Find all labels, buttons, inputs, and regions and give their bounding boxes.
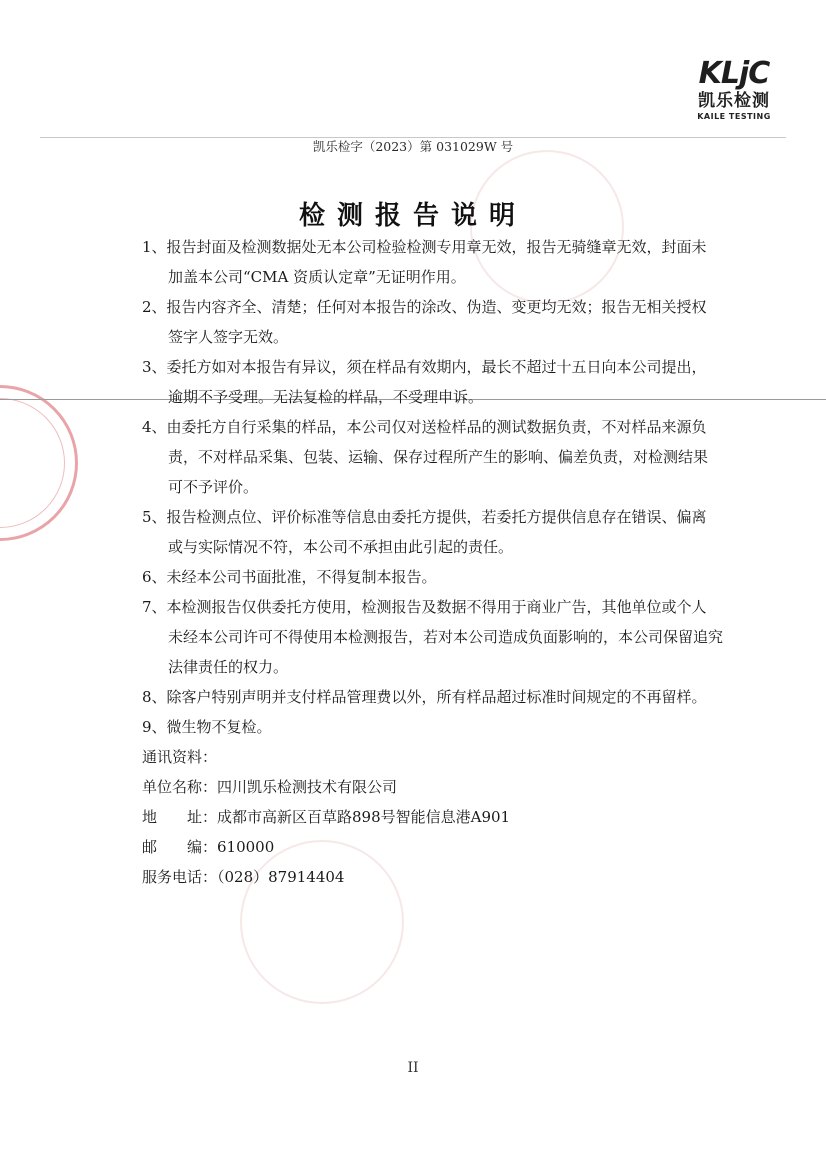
logo-mark: KLjC [698,56,770,91]
note-item-2 [142,292,782,352]
logo-english-name: KAILE TESTING [697,112,771,121]
contact-postcode: 邮 编：610000 [142,838,275,856]
note-continuation: 或与实际情况不符，本公司不承担由此引起的责任。 [168,538,514,556]
note-continuation: 加盖本公司“CMA 资质认定章”无证明作用。 [168,268,466,286]
note-item-5 [142,502,782,562]
note-line: 7、本检测报告仅供委托方使用，检测报告及数据不得用于商业广告，其他单位或个人 [142,598,707,616]
company-logo [684,58,784,121]
page-title: 检测报告说明 [298,201,527,231]
note-item-9 [142,712,782,742]
note-line: 3、委托方如对本报告有异议，须在样品有效期内，最长不超过十五日向本公司提出， [142,358,707,376]
note-continuation: 签字人签字无效。 [168,328,289,346]
report-notes [142,232,782,892]
note-continuation: 未经本公司许可不得使用本检测报告，若对本公司造成负面影响的，本公司保留追究 [168,628,724,646]
note-item-6 [142,562,782,592]
page-number: II [407,1060,419,1076]
note-item-8 [142,682,782,712]
note-item-1 [142,232,782,292]
report-number [0,137,826,155]
red-seal-stamp [0,385,78,541]
note-line: 1、报告封面及检测数据处无本公司检验检测专用章无效，报告无骑缝章无效，封面未 [142,238,707,256]
note-item-3 [142,352,782,412]
note-line: 9、微生物不复检。 [142,718,272,736]
note-item-7 [142,592,782,682]
note-line: 5、报告检测点位、评价标准等信息由委托方提供，若委托方提供信息存在错误、偏离 [142,508,707,526]
note-line: 4、由委托方自行采集的样品，本公司仅对送检样品的测试数据负责，不对样品来源负 [142,418,707,436]
contact-info [142,742,782,892]
note-continuation: 可不予评价。 [168,478,259,496]
contact-phone: 服务电话：（028）87914404 [142,868,345,886]
logo-chinese-name: 凯乐检测 [698,91,770,111]
note-line: 2、报告内容齐全、清楚；任何对本报告的涂改、伪造、变更均无效；报告无相关授权 [142,298,707,316]
note-line: 8、除客户特别声明并支付样品管理费以外，所有样品超过标准时间规定的不再留样。 [142,688,707,706]
note-continuation: 责，不对样品采集、包装、运输、保存过程所产生的影响、偏差负责，对检测结果 [168,448,709,466]
contact-company: 单位名称：四川凯乐检测技术有限公司 [142,778,398,796]
note-continuation: 法律责任的权力。 [168,658,289,676]
contact-address: 地 址：成都市高新区百草路898号智能信息港A901 [142,808,511,826]
note-item-4 [142,412,782,502]
contact-heading: 通讯资料： [142,748,218,766]
note-line: 6、未经本公司书面批准，不得复制本报告。 [142,568,437,586]
report-number-text: 凯乐检字（2023）第 031029W 号 [307,139,519,154]
note-continuation: 逾期不予受理。无法复检的样品，不受理申诉。 [168,388,484,406]
